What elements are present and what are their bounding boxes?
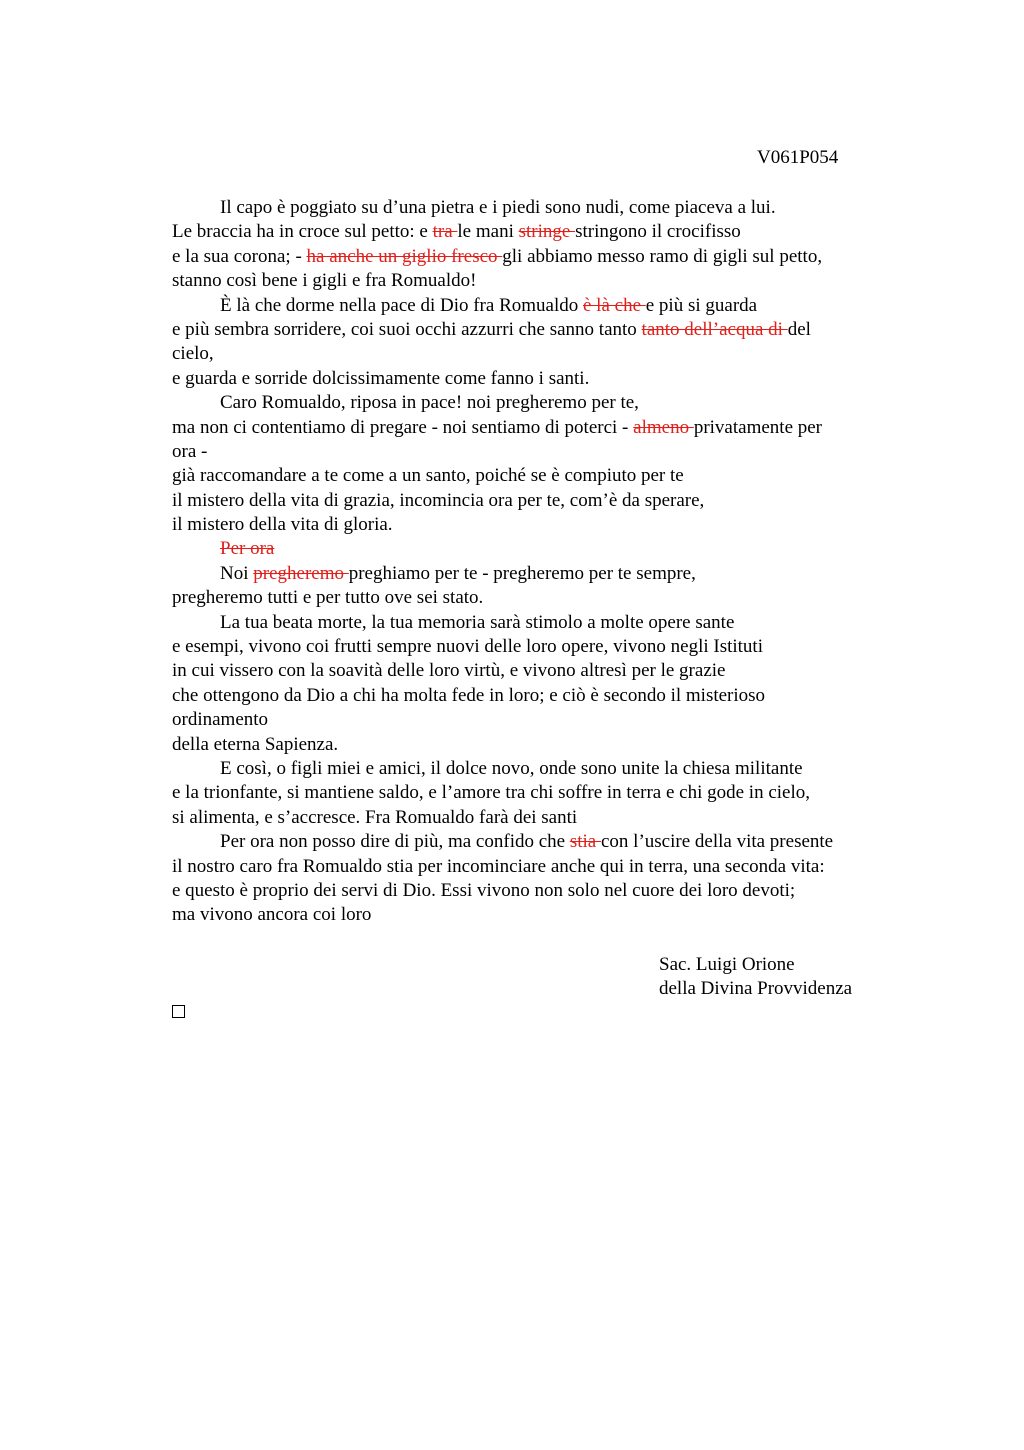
text-line — [172, 294, 902, 318]
text-segment: del — [787, 318, 811, 340]
text-segment: Per ora non posso dire di più, ma confido che — [220, 831, 570, 853]
text-segment: E così, o figli miei e amici, il dolce novo, onde sono unite la chiesa militante — [220, 757, 803, 779]
text-segment: Il capo è poggiato su d’una pietra e i piedi sono nudi, come piaceva a lui. — [220, 197, 776, 218]
text-segment: È là che dorme nella pace di Dio fra Romualdo — [220, 294, 583, 316]
text-line — [172, 806, 902, 830]
deleted-text: pregheremo — [253, 562, 349, 584]
deleted-text: stringe — [518, 221, 576, 243]
deleted-text: tra — [432, 221, 458, 243]
text-segment: privatamente per — [693, 416, 823, 438]
signature-name: Sac. Luigi Orione — [659, 954, 795, 975]
text-segment: gli abbiamo messo ramo di gigli sul petto, — [502, 245, 823, 267]
text-line — [172, 757, 902, 781]
page-id: V061P054 — [757, 147, 839, 168]
text-line — [172, 196, 902, 220]
deleted-text: ha anche un giglio fresco — [306, 245, 503, 267]
text-line — [172, 489, 902, 513]
signature-title: della Divina Provvidenza — [659, 978, 853, 1000]
text-line — [172, 367, 902, 391]
text-line — [172, 611, 902, 635]
deleted-text: stia — [569, 831, 601, 853]
text-segment: con l’uscire della vita presente — [600, 831, 834, 853]
text-line — [172, 513, 902, 537]
text-segment: preghiamo per te - pregheremo per te sempre, — [348, 562, 696, 584]
checkbox-glyph-icon — [172, 1005, 185, 1018]
text-segment: Le braccia ha in croce sul petto: e — [172, 221, 433, 243]
text-line — [172, 708, 902, 732]
deleted-text: Per ora — [220, 538, 275, 560]
text-segment: ora - — [172, 440, 208, 462]
text-segment: il mistero della vita di grazia, incomincia ora per te, com’è da sperare, — [172, 489, 705, 511]
text-segment: ordinamento — [172, 709, 269, 731]
text-segment: e esempi, vivono coi frutti sempre nuovi delle loro opere, vivono negli Istituti — [172, 636, 763, 658]
text-line — [172, 830, 902, 854]
text-segment: La tua beata morte, la tua memoria sarà stimolo a molte opere sante — [220, 611, 735, 633]
text-line — [172, 879, 902, 903]
text-segment: il mistero della vita di gloria. — [172, 514, 393, 536]
text-segment: stringono il crocifisso — [575, 221, 741, 243]
signature-block — [659, 953, 852, 1002]
text-segment: Caro Romualdo, riposa in pace! noi pregheremo per te, — [220, 392, 639, 414]
text-line — [172, 318, 902, 342]
text-line — [172, 391, 902, 415]
deleted-text: almeno — [633, 416, 694, 438]
text-line — [172, 903, 902, 927]
text-segment: della eterna Sapienza. — [172, 733, 339, 755]
deleted-text: è là che — [582, 294, 646, 316]
text-segment: Noi — [220, 562, 254, 584]
text-segment: e questo è proprio dei servi di Dio. Essi vivono non solo nel cuore dei loro devoti; — [172, 879, 796, 901]
text-line — [172, 733, 902, 757]
text-line — [172, 562, 902, 586]
text-line — [172, 586, 902, 610]
letter-body — [172, 196, 902, 928]
text-line — [172, 245, 902, 269]
text-line — [172, 684, 902, 708]
text-segment: già raccomandare a te come a un santo, poiché se è compiuto per te — [172, 465, 684, 487]
text-line — [172, 440, 902, 464]
text-line — [172, 781, 902, 805]
text-segment: ma vivono ancora coi loro — [172, 904, 372, 926]
text-segment: e la sua corona; - — [172, 245, 307, 267]
text-segment: pregheremo tutti e per tutto ove sei stato. — [172, 587, 484, 609]
text-line — [172, 855, 902, 879]
text-segment: e la trionfante, si mantiene saldo, e l’amore tra chi soffre in terra e chi gode in cielo, — [172, 782, 811, 804]
text-line — [172, 537, 902, 561]
text-segment: stanno così bene i gigli e fra Romualdo! — [172, 270, 477, 292]
text-segment: il nostro caro fra Romualdo stia per incominciare anche qui in terra, una seconda vita: — [172, 855, 825, 877]
text-segment: e guarda e sorride dolcissimamente come fanno i santi. — [172, 367, 590, 389]
text-segment: in cui vissero con la soavità delle loro virtù, e vivono altresì per le grazie — [172, 660, 726, 682]
text-line — [172, 635, 902, 659]
text-segment: cielo, — [172, 343, 214, 365]
text-line — [172, 416, 902, 440]
deleted-text: tanto dell’acqua di — [641, 318, 788, 340]
text-segment: le mani — [457, 221, 519, 243]
text-segment: e più sembra sorridere, coi suoi occhi azzurri che sanno tanto — [172, 318, 642, 340]
text-segment: che ottengono da Dio a chi ha molta fede in loro; e ciò è secondo il misterioso — [172, 684, 766, 706]
text-line — [172, 269, 902, 293]
text-segment: ma non ci contentiamo di pregare - noi sentiamo di poterci - — [172, 416, 634, 438]
text-segment: si alimenta, e s’accresce. Fra Romualdo farà dei santi — [172, 806, 578, 828]
text-line — [172, 464, 902, 488]
text-line — [172, 342, 902, 366]
text-line — [172, 659, 902, 683]
text-segment: e più si guarda — [645, 294, 758, 316]
text-line — [172, 220, 902, 244]
